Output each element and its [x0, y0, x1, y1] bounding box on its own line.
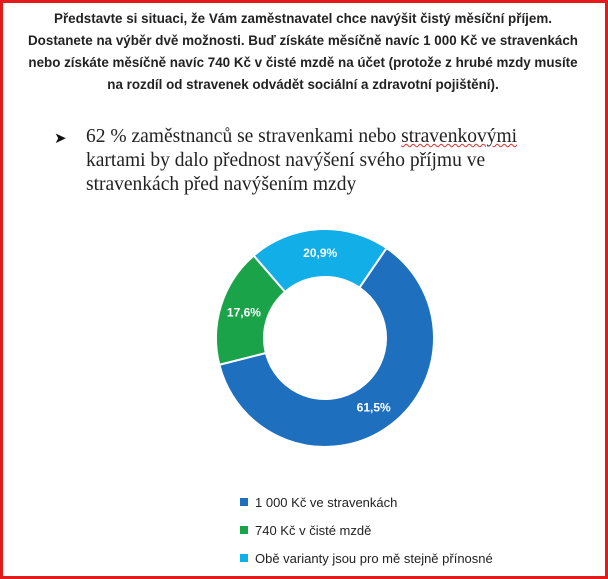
legend-label: Obě varianty jsou pro mě stejně přínosné	[255, 550, 493, 566]
chart-legend	[240, 488, 493, 572]
intro-line-2: Dostanete na výběr dvě možnosti. Buď získáte měsíčně navíc 1 000 Kč ve stravenkách	[28, 33, 578, 48]
data-label-obe-varianty: 20,9%	[303, 246, 338, 261]
legend-swatch	[240, 554, 248, 562]
intro-line-4: na rozdíl od stravenek odvádět sociální a zdravotní pojištění).	[107, 77, 499, 92]
legend-label: 1 000 Kč ve stravenkách	[255, 494, 398, 510]
bullet-line-2: kartami by dalo přednost navýšení svého příjmu ve	[86, 150, 486, 171]
legend-label: 740 Kč v čisté mzdě	[255, 522, 372, 538]
arrow-bullet-icon: ➤	[54, 129, 67, 147]
legend-swatch	[240, 526, 248, 534]
bullet-line-3: stravenkách před navýšením mzdy	[86, 174, 357, 195]
spellcheck-word: stravenkovými	[401, 126, 518, 147]
intro-line-3: nebo získáte měsíčně navíc 740 Kč v čisté mzdě na účet (protože z hrubé mzdy musíte	[28, 55, 578, 70]
donut-slices	[216, 229, 434, 447]
data-label-stravenky: 61,5%	[356, 400, 391, 415]
bullet-line-1-text: 62 % zaměstnanců se stravenkami nebo	[86, 126, 402, 147]
intro-line-1: Představte si situaci, že Vám zaměstnavatel chce navýšit čistý měsíční příjem.	[54, 11, 552, 26]
legend-item-obe-varianty	[240, 544, 493, 572]
legend-swatch	[240, 498, 248, 506]
legend-item-cista-mzda	[240, 516, 493, 544]
legend-item-stravenky	[240, 488, 493, 516]
data-label-cista-mzda: 17,6%	[226, 305, 261, 320]
